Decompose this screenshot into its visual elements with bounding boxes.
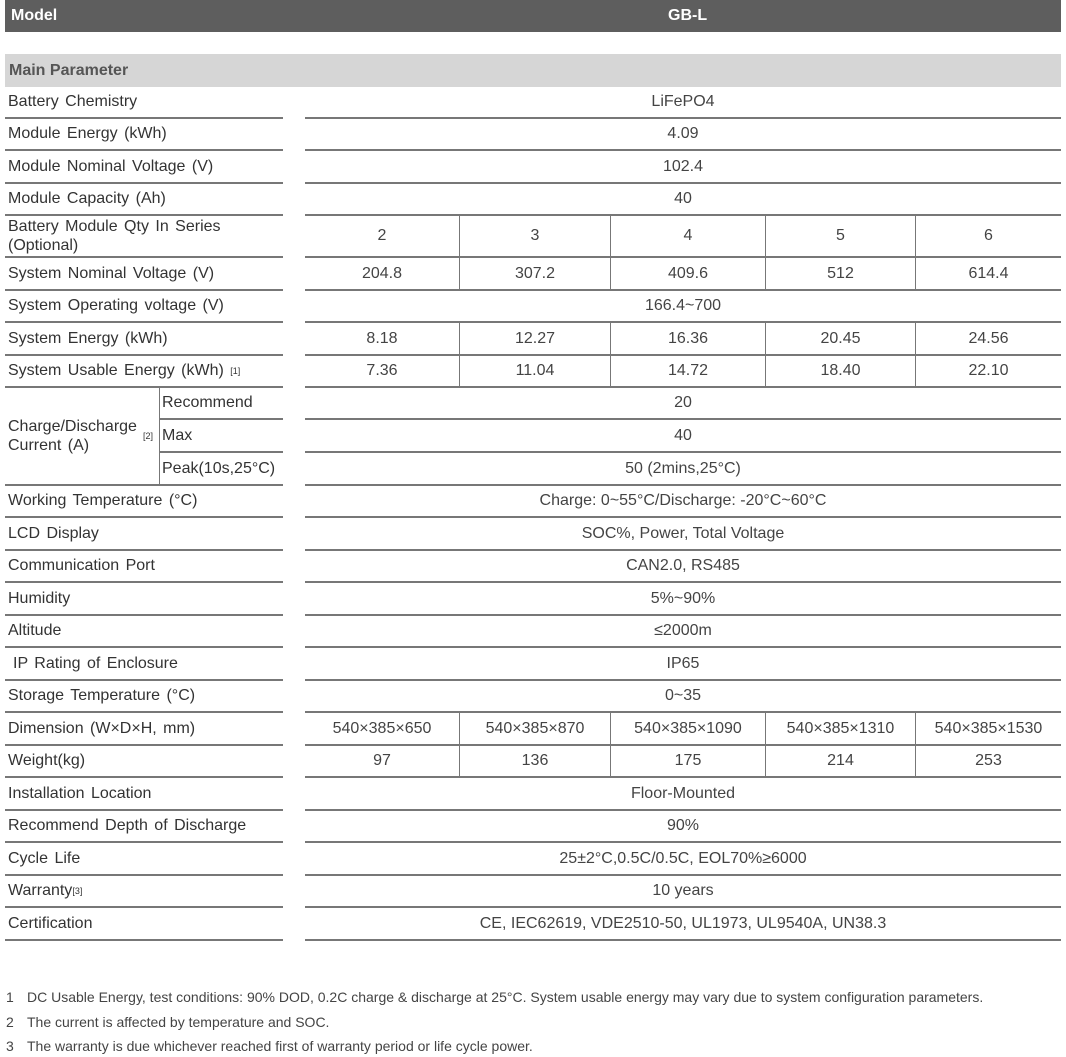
snv-value-5: 614.4 xyxy=(968,264,1009,282)
current-label: Charge/Discharge Current (A) [2] xyxy=(8,418,153,454)
dim-value-3: 540×385×1090 xyxy=(634,719,742,737)
cap-label: Module Capacity (Ah) xyxy=(8,190,166,207)
wgt-label: Weight(kg) xyxy=(8,752,86,769)
sov-value: 166.4~700 xyxy=(644,297,722,314)
war-label: Warranty [3] xyxy=(8,882,83,899)
lcd-label: LCD Display xyxy=(8,524,99,542)
row-divider xyxy=(305,939,1061,941)
footnote-1: 1 DC Usable Energy, test conditions: 90% DOD, 0.2C charge & discharge at 25°C. System usable energy may vary due to system configuration parameters. xyxy=(6,989,984,1005)
chem-value: LiFePO4 xyxy=(651,93,715,110)
footnote-3: 3 The warranty is due whichever reached first of warranty period or life cycle power. xyxy=(6,1038,533,1054)
wgt-value-1: 97 xyxy=(373,752,391,769)
dod-label: Recommend Depth of Discharge xyxy=(8,817,247,834)
sue-label: System Usable Energy (kWh) [1] xyxy=(8,362,241,379)
sue-value-5: 22.10 xyxy=(968,362,1009,379)
hum-label: Humidity xyxy=(8,589,71,607)
sue-value-1: 7.36 xyxy=(366,362,398,379)
cert-value: CE, IEC62619, VDE2510-50, UL1973, UL9540A, UN38.3 xyxy=(479,914,887,932)
se-value-5: 24.56 xyxy=(968,329,1009,347)
st-value: 0~35 xyxy=(664,687,702,704)
alt-value: ≤2000m xyxy=(654,622,712,639)
model-label: Model xyxy=(11,7,58,24)
dod-value: 90% xyxy=(666,817,700,834)
model-header xyxy=(5,0,1061,32)
st-label: Storage Temperature (°C) xyxy=(8,687,196,704)
inst-label: Installation Location xyxy=(8,784,152,802)
comm-label: Communication Port xyxy=(8,557,155,574)
cert-label: Certification xyxy=(8,914,93,932)
inst-value: Floor-Mounted xyxy=(630,784,736,802)
comm-value: CAN2.0, RS485 xyxy=(626,557,740,574)
hum-value: 5%~90% xyxy=(650,589,716,607)
wgt-value-4: 214 xyxy=(827,752,854,769)
qty-value-4: 5 xyxy=(836,227,845,244)
mvolt-label: Module Nominal Voltage (V) xyxy=(8,157,214,175)
qty-label: Battery Module Qty In Series (Optional) xyxy=(8,218,221,254)
snv-value-2: 307.2 xyxy=(514,264,556,282)
se-label: System Energy (kWh) xyxy=(8,329,168,347)
sue-value-3: 14.72 xyxy=(667,362,709,379)
model-value: GB-L xyxy=(668,7,708,24)
energy-label: Module Energy (kWh) xyxy=(8,125,167,142)
current-peak-value: 50 (2mins,25°C) xyxy=(625,459,741,477)
ip-value: IP65 xyxy=(666,654,700,672)
row-divider xyxy=(5,939,283,941)
dim-value-1: 540×385×650 xyxy=(332,719,432,737)
cap-value: 40 xyxy=(674,190,692,207)
cycle-label: Cycle Life xyxy=(8,849,81,867)
lcd-value: SOC%, Power, Total Voltage xyxy=(581,524,785,542)
se-value-4: 20.45 xyxy=(820,329,861,347)
ip-label: IP Rating of Enclosure xyxy=(13,654,178,672)
dim-value-2: 540×385×870 xyxy=(485,719,585,737)
se-value-2: 12.27 xyxy=(514,329,556,347)
wt-label: Working Temperature (°C) xyxy=(8,492,198,509)
footnote-2: 2 The current is affected by temperature and SOC. xyxy=(6,1014,330,1030)
se-value-3: 16.36 xyxy=(667,329,709,347)
current-max-label: Max xyxy=(162,426,193,444)
sov-label: System Operating voltage (V) xyxy=(8,297,224,314)
cycle-value: 25±2°C,0.5C/0.5C, EOL70%≥6000 xyxy=(559,849,807,867)
sue-value-4: 18.40 xyxy=(820,362,861,379)
snv-value-4: 512 xyxy=(827,264,854,282)
alt-label: Altitude xyxy=(8,622,62,639)
qty-value-2: 3 xyxy=(530,227,540,244)
qty-value-3: 4 xyxy=(683,227,693,244)
qty-value-1: 2 xyxy=(377,227,387,244)
wt-value: Charge: 0~55°C/Discharge: -20°C~60°C xyxy=(539,492,827,509)
section-header xyxy=(5,54,1061,87)
se-value-1: 8.18 xyxy=(366,329,398,347)
snv-value-3: 409.6 xyxy=(667,264,709,282)
wgt-value-2: 136 xyxy=(521,752,549,769)
current-max-value: 40 xyxy=(674,426,692,444)
current-recommend-value: 20 xyxy=(674,394,692,411)
wgt-value-3: 175 xyxy=(674,752,702,769)
qty-value-5: 6 xyxy=(984,227,993,244)
snv-value-1: 204.8 xyxy=(361,264,403,282)
snv-label: System Nominal Voltage (V) xyxy=(8,264,215,282)
chem-label: Battery Chemistry xyxy=(8,93,138,110)
mvolt-value: 102.4 xyxy=(662,157,704,175)
section-title: Main Parameter xyxy=(9,62,129,79)
current-divider xyxy=(159,388,160,486)
dim-value-4: 540×385×1310 xyxy=(786,719,895,737)
sue-value-2: 11.04 xyxy=(515,362,555,379)
dim-label: Dimension (W×D×H, mm) xyxy=(8,719,196,737)
energy-value: 4.09 xyxy=(667,125,699,142)
wgt-value-5: 253 xyxy=(975,752,1002,769)
dim-value-5: 540×385×1530 xyxy=(934,719,1043,737)
current-recommend-label: Recommend xyxy=(162,394,253,411)
war-value: 10 years xyxy=(652,882,714,899)
current-peak-label: Peak(10s,25°C) xyxy=(162,459,276,477)
